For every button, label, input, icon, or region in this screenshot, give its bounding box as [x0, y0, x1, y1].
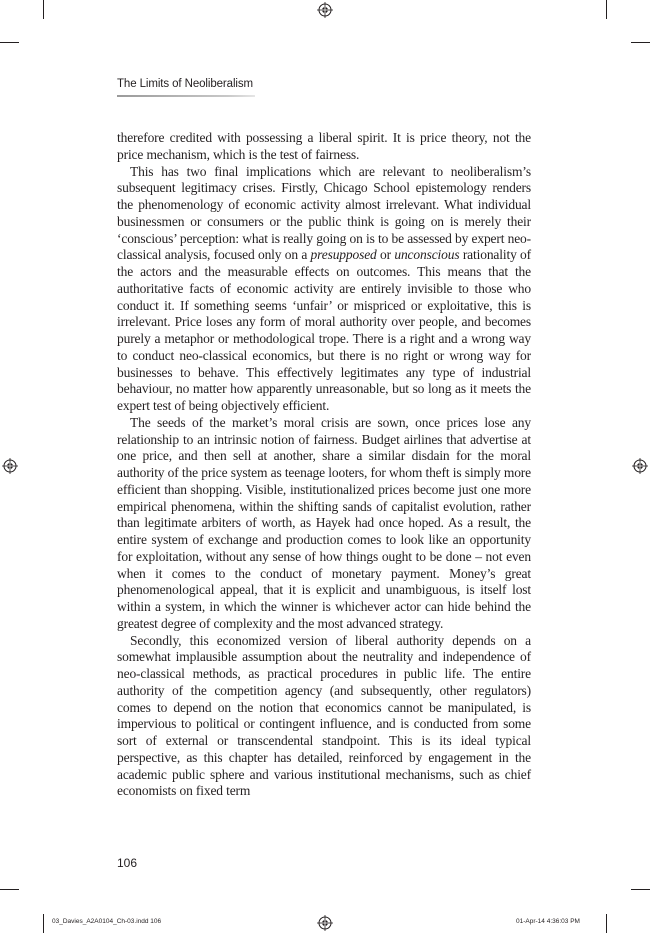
text-run: rationality of the actors and the measurable effects on outcomes. This means that the authoritative facts of economic activity are entirely invisible to those who conduct it. If something seems ‘unfair’ or mispriced or exploitative, this is irrelevant. Price loses any form of moral authority over people, and becomes purely a metaphor or methodological trope. There is a right and a wrong way to conduct neo-classical economics, but there is no right or wrong way for businesses to behave. This effectively legitimates any type of industrial behaviour, no matter how apparently unreasonable, but so long as it meets the expert test of being objectively efficient.: [117, 247, 531, 413]
running-head-rule: [117, 95, 255, 97]
crop-mark-bottom-right-horizontal: [631, 889, 650, 890]
text-run: therefore credited with possessing a liberal spirit. It is price theory, not the price mechanism, which is the test of fairness.: [117, 130, 531, 162]
slug-file-info: 03_Davies_A2A0104_Ch-03.indd 106: [52, 918, 162, 925]
italic-text: presupposed: [310, 247, 377, 263]
crop-mark-top-left-vertical: [43, 0, 44, 19]
slug-timestamp: 01-Apr-14 4:36:03 PM: [516, 918, 580, 925]
paragraph: [117, 633, 531, 801]
text-run: This has two final implications which are relevant to neoliberalism’s subsequent legitimacy crises. Firstly, Chicago School epistemology renders the phenomenology of economic activity almost irrelevant. What individual businessmen or consumers or the public think is going on is merely their ‘conscious’ perception: what is really going on is to be assessed by expert neo-classical analysis, focused only on a: [117, 163, 531, 263]
text-run: Secondly, this economized version of liberal authority depends on a somewhat implausible assumption about the neutrality and independence of neo-classical methods, as practical procedures in public life. The entire authority of the competition agency (and subsequently, other regulators) comes to depend on the notion that economics cannot be manipulated, is impervious to political or contingent influence, and is conducted from some sort of external or transcendental standpoint. This is its ideal typical perspective, as this chapter has detailed, reinforced by engagement in the academic public sphere and various institutional mechanisms, such as chief economists on fixed term: [117, 632, 531, 799]
running-head: The Limits of Neoliberalism: [117, 78, 253, 90]
registration-mark-icon: [2, 458, 18, 474]
body-text: [117, 130, 531, 800]
page-number: 106: [117, 856, 138, 870]
crop-mark-top-right-horizontal: [631, 42, 650, 43]
crop-mark-bottom-left-vertical: [43, 914, 44, 933]
paragraph: [117, 415, 531, 633]
paragraph: [117, 130, 531, 164]
crop-mark-bottom-left-horizontal: [0, 889, 19, 890]
registration-mark-icon: [317, 2, 333, 18]
text-run: or: [376, 247, 395, 263]
crop-mark-top-left-horizontal: [0, 42, 19, 43]
italic-text: unconscious: [394, 247, 460, 263]
paragraph: [117, 164, 531, 415]
registration-mark-icon: [632, 458, 648, 474]
crop-mark-top-right-vertical: [606, 0, 607, 19]
text-run: The seeds of the market’s moral crisis are sown, once prices lose any relationship to an intrinsic notion of fairness. Budget airlines that advertise at one price, and then sell at another, share a similar disdain for the moral authority of the price system as teenage looters, for whom theft is simply more efficient than shopping. Visible, institutionalized prices become just one more empirical phenomena, within the shifting sands of capitalist evolution, rather than legitimate arbiters of worth, as Hayek had once hoped. As a result, the entire system of exchange and production comes to look like an opportunity for exploitation, without any sense of how things ought to be done – not even when it comes to the conduct of monetary payment. Money’s great phenomenological appeal, that it is explicit and unambiguous, is itself lost within a system, in which the winner is whichever actor can hide behind the greatest degree of complexity and the most advanced strategy.: [117, 414, 531, 631]
crop-mark-bottom-right-vertical: [606, 914, 607, 933]
registration-mark-icon: [317, 915, 333, 931]
